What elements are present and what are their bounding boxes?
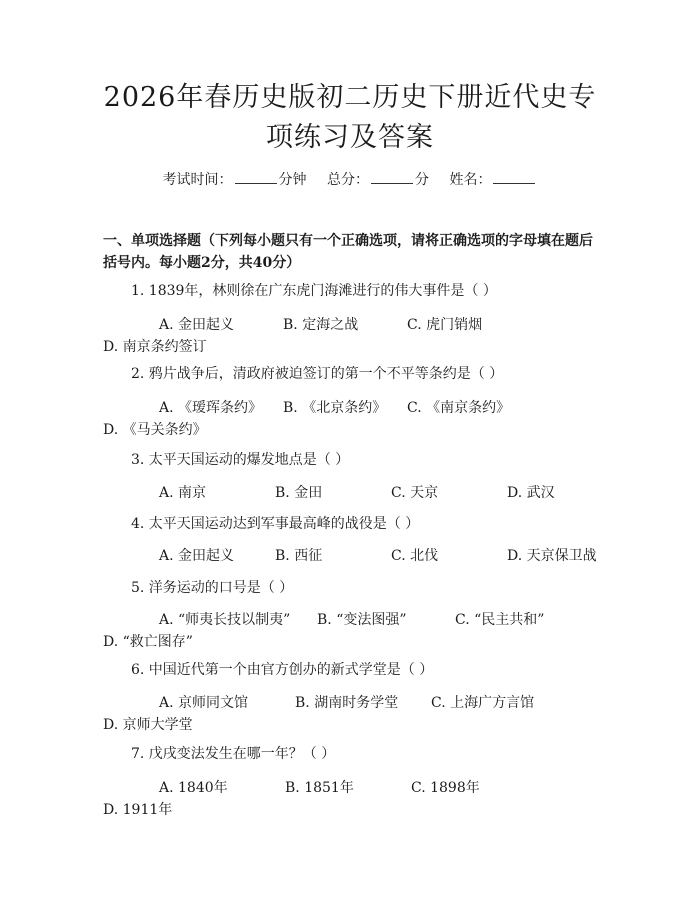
option-b[interactable]: B. 定海之战 <box>283 317 359 333</box>
question-stem: 4. 太平天国运动达到军事最高峰的战役是（ ） <box>131 516 420 532</box>
option-a[interactable]: A. 金田起义 <box>159 548 235 564</box>
document-title: 2026年春历史版初二历史下册近代史专项练习及答案 <box>103 82 597 153</box>
option-c[interactable]: C. 天京 <box>391 485 439 501</box>
option-b[interactable]: B. 湖南时务学堂 <box>295 695 399 711</box>
option-d[interactable]: D. 1911年 <box>103 802 173 818</box>
question-options <box>103 482 598 504</box>
question-stem: 5. 洋务运动的口号是（ ） <box>131 580 294 596</box>
option-b[interactable]: B. 西征 <box>275 548 323 564</box>
option-b[interactable]: B. 1851年 <box>285 780 354 796</box>
question-options <box>103 692 598 736</box>
option-a[interactable]: A. “师夷长技以制夷” <box>159 612 291 628</box>
question-stem: 1. 1839年，林则徐在广东虎门海滩进行的伟大事件是（ ） <box>131 283 497 299</box>
option-d[interactable]: D. 南京条约签订 <box>103 339 207 355</box>
total-score <box>327 170 429 190</box>
option-c[interactable]: C. 1898年 <box>411 780 480 796</box>
option-d[interactable]: D. “救亡图存” <box>103 634 193 650</box>
question-options <box>103 609 598 653</box>
option-b[interactable]: B. 金田 <box>275 485 323 501</box>
score-unit: 分 <box>415 172 429 188</box>
option-b[interactable]: B. 《北京条约》 <box>283 400 387 416</box>
score-blank[interactable] <box>371 182 413 184</box>
question-stem: 2. 鸦片战争后，清政府被迫签订的第一个不平等条约是（ ） <box>131 366 504 382</box>
question-options <box>103 777 598 821</box>
option-d[interactable]: D. 武汉 <box>507 485 555 501</box>
section-heading: 一、单项选择题（下列每小题只有一个正确选项，请将正确选项的字母填在题后括号内。每小题2分，共40分） <box>103 233 593 271</box>
exam-time <box>163 170 307 190</box>
option-b[interactable]: B. “变法图强” <box>317 612 407 628</box>
student-name <box>449 170 537 190</box>
option-c[interactable]: C. 虎门销烟 <box>407 317 483 333</box>
question-stem: 6. 中国近代第一个由官方创办的新式学堂是（ ） <box>131 662 434 678</box>
name-label: 姓名： <box>449 172 492 188</box>
time-unit: 分钟 <box>278 172 307 188</box>
option-c[interactable]: C. 《南京条约》 <box>407 400 511 416</box>
question-options <box>103 314 598 358</box>
option-a[interactable]: A. 京师同文馆 <box>159 695 249 711</box>
option-a[interactable]: A. 南京 <box>159 485 207 501</box>
option-c[interactable]: C. 上海广方言馆 <box>431 695 535 711</box>
time-blank[interactable] <box>235 182 277 184</box>
option-c[interactable]: C. “民主共和” <box>455 612 545 628</box>
option-d[interactable]: D. 京师大学堂 <box>103 717 193 733</box>
exam-meta <box>0 170 700 190</box>
option-a[interactable]: A. 《瑷珲条约》 <box>159 400 263 416</box>
question-options <box>103 397 598 441</box>
option-a[interactable]: A. 1840年 <box>159 780 228 796</box>
option-a[interactable]: A. 金田起义 <box>159 317 235 333</box>
time-label: 考试时间： <box>162 172 233 188</box>
option-d[interactable]: D. 《马关条约》 <box>103 422 207 438</box>
option-c[interactable]: C. 北伐 <box>391 548 439 564</box>
score-label: 总分： <box>327 172 369 188</box>
question-options <box>103 545 598 567</box>
question-stem: 3. 太平天国运动的爆发地点是（ ） <box>131 452 350 468</box>
option-d[interactable]: D. 天京保卫战 <box>507 548 597 564</box>
name-blank[interactable] <box>493 182 535 184</box>
question-stem: 7. 戊戌变法发生在哪一年？（ ） <box>131 746 336 762</box>
